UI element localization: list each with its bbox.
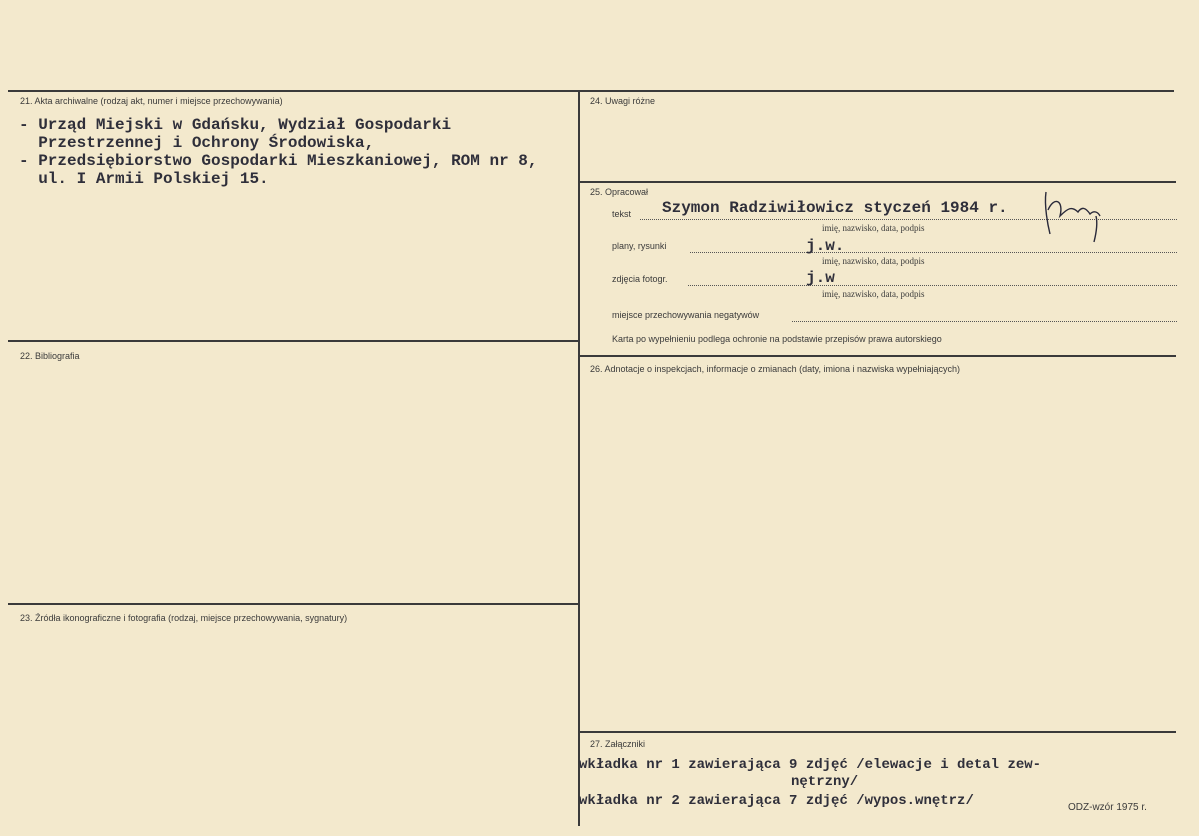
- section-21-line-2: Przestrzennej i Ochrony Środowiska,: [19, 134, 375, 152]
- left-rule-2: [8, 603, 578, 605]
- right-rule-1: [580, 181, 1176, 183]
- section-25-label: 25. Opracował: [590, 187, 649, 197]
- section-27-label: 27. Załączniki: [590, 739, 646, 749]
- section-21-line-1: - Urząd Miejski w Gdańsku, Wydział Gospodarki: [19, 116, 452, 134]
- signature-icon: [1038, 186, 1108, 246]
- section-23-label: 23. Źródła ikonograficzne i fotografia (rodzaj, miejsce przechowywania, sygnatury): [20, 613, 348, 623]
- section-22-label: 22. Bibliografia: [20, 351, 80, 361]
- section-26-label: 26. Adnotacje o inspekcjach, informacje o zmianach (daty, imiona i nazwiska wypełniających): [590, 364, 961, 374]
- section-21-label: 21. Akta archiwalne (rodzaj akt, numer i miejsce przechowywania): [20, 96, 283, 106]
- tekst-sublabel: imię, nazwisko, data, podpis: [822, 223, 925, 233]
- right-rule-2: [580, 355, 1176, 357]
- plany-dotted-line: [690, 252, 1177, 253]
- right-rule-3: [580, 731, 1176, 733]
- tekst-label: tekst: [612, 209, 632, 219]
- plany-label: plany, rysunki: [612, 241, 667, 251]
- form-id: ODZ-wzór 1975 r.: [1068, 802, 1147, 813]
- zdjecia-dotted-line: [688, 285, 1177, 286]
- plany-value: j.w.: [806, 237, 845, 255]
- section-24-label: 24. Uwagi różne: [590, 96, 656, 106]
- section-27-line-1: wkładka nr 1 zawierająca 9 zdjęć /elewacje i detal zew-: [579, 757, 1042, 773]
- top-rule: [8, 90, 1174, 92]
- negatywy-label: miejsce przechowywania negatywów: [612, 310, 760, 320]
- section-21-line-4: ul. I Armii Polskiej 15.: [19, 170, 269, 188]
- zdjecia-label: zdjęcia fotogr.: [612, 274, 668, 284]
- left-rule-1: [8, 340, 578, 342]
- karta-note: Karta po wypełnieniu podlega ochronie na podstawie przepisów prawa autorskiego: [612, 334, 942, 344]
- section-27-line-3: wkładka nr 2 zawierająca 7 zdjęć /wypos.wnętrz/: [579, 793, 974, 809]
- plany-sublabel: imię, nazwisko, data, podpis: [822, 256, 925, 266]
- zdjecia-value: j.w: [806, 269, 835, 287]
- tekst-value: Szymon Radziwiłowicz styczeń 1984 r.: [662, 199, 1008, 217]
- negatywy-dotted-line: [792, 321, 1177, 322]
- center-divider: [578, 90, 580, 826]
- zdjecia-sublabel: imię, nazwisko, data, podpis: [822, 289, 925, 299]
- section-21-line-3: - Przedsiębiorstwo Gospodarki Mieszkaniowej, ROM nr 8,: [19, 152, 538, 170]
- section-27-line-2: nętrzny/: [791, 774, 859, 790]
